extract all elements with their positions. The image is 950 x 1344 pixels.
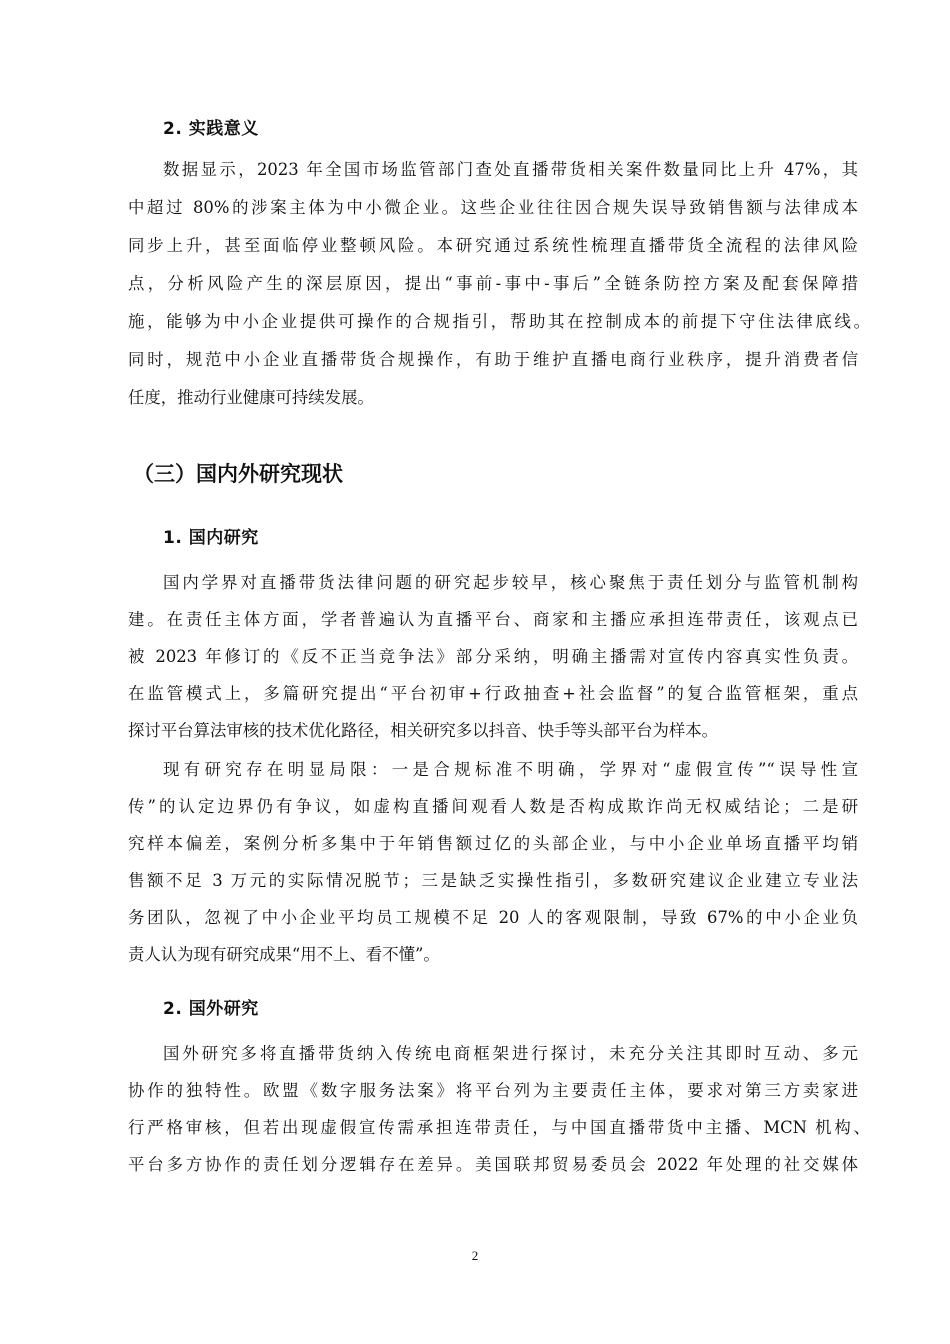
- domestic-p2-line-3: 究样本偏差，案例分析多集中于年销售额过亿的头部企业，与中小企业单场直播平均销: [128, 834, 858, 853]
- domestic-p1-line-4: 在监管模式上，多篇研究提出“平台初审+行政抽查+社会监督”的复合监管框架，重点: [128, 684, 858, 703]
- domestic-p2-line-2: 传”的认定边界仍有争议，如虚构直播间观看人数是否构成欺诈尚无权威结论；二是研: [128, 797, 858, 816]
- practical-line-6: 同时，规范中小企业直播带货合规操作，有助于维护直播电商行业秩序，提升消费者信: [128, 350, 858, 369]
- domestic-p1-line-3: 被 2023 年修订的《反不正当竞争法》部分采纳，明确主播需对宣传内容真实性负责。: [128, 647, 858, 666]
- foreign-line-4: 平台多方协作的责任划分逻辑存在差异。美国联邦贸易委员会 2022 年处理的社交媒体: [128, 1155, 858, 1174]
- practical-significance-heading: 2. 实践意义: [163, 119, 259, 139]
- foreign-line-1: 国外研究多将直播带货纳入传统电商框架进行探讨，未充分关注其即时互动、多元: [163, 1044, 858, 1063]
- practical-line-3: 同步上升，甚至面临停业整顿风险。本研究通过系统性梳理直播带货全流程的法律风险: [128, 236, 858, 255]
- foreign-line-2: 协作的独特性。欧盟《数字服务法案》将平台列为主要责任主体，要求对第三方卖家进: [128, 1081, 858, 1100]
- practical-line-7: 任度，推动行业健康可持续发展。: [128, 388, 374, 407]
- domestic-p2-line-5: 务团队，忽视了中小企业平均员工规模不足 20 人的客观限制，导致 67%的中小企业负: [128, 908, 858, 927]
- domestic-p2-line-6: 责人认为现有研究成果“用不上、看不懂”。: [128, 945, 440, 964]
- domestic-p1-line-1: 国内学界对直播带货法律问题的研究起步较早，核心聚焦于责任划分与监管机制构: [163, 573, 858, 592]
- research-status-heading: （三）国内外研究现状: [133, 462, 343, 486]
- domestic-p1-line-2: 建。在责任主体方面，学者普遍认为直播平台、商家和主播应承担连带责任，该观点已: [128, 610, 858, 629]
- practical-line-5: 施，能够为中小企业提供可操作的合规指引，帮助其在控制成本的前提下守住法律底线。: [128, 312, 870, 331]
- page-number: 2: [471, 1248, 479, 1263]
- foreign-line-3: 行严格审核，但若出现虚假宣传需承担连带责任，与中国直播带货中主播、MCN 机构、: [128, 1118, 870, 1137]
- foreign-research-heading: 2. 国外研究: [163, 999, 259, 1019]
- domestic-p1-line-5: 探讨平台算法审核的技术优化路径，相关研究多以抖音、快手等头部平台为样本。: [128, 721, 719, 740]
- practical-line-4: 点，分析风险产生的深层原因，提出“事前-事中-事后”全链条防控方案及配套保障措: [128, 274, 858, 293]
- practical-line-1: 数据显示，2023 年全国市场监管部门查处直播带货相关案件数量同比上升 47%，其: [163, 160, 858, 179]
- domestic-p2-line-1: 现有研究存在明显局限：一是合规标准不明确，学界对“虚假宣传”“误导性宣: [163, 760, 858, 779]
- domestic-research-heading: 1. 国内研究: [163, 528, 259, 548]
- domestic-p2-line-4: 售额不足 3 万元的实际情况脱节；三是缺乏实操性指引，多数研究建议企业建立专业法: [128, 871, 858, 890]
- practical-line-2: 中超过 80%的涉案主体为中小微企业。这些企业往往因合规失误导致销售额与法律成本: [128, 198, 858, 217]
